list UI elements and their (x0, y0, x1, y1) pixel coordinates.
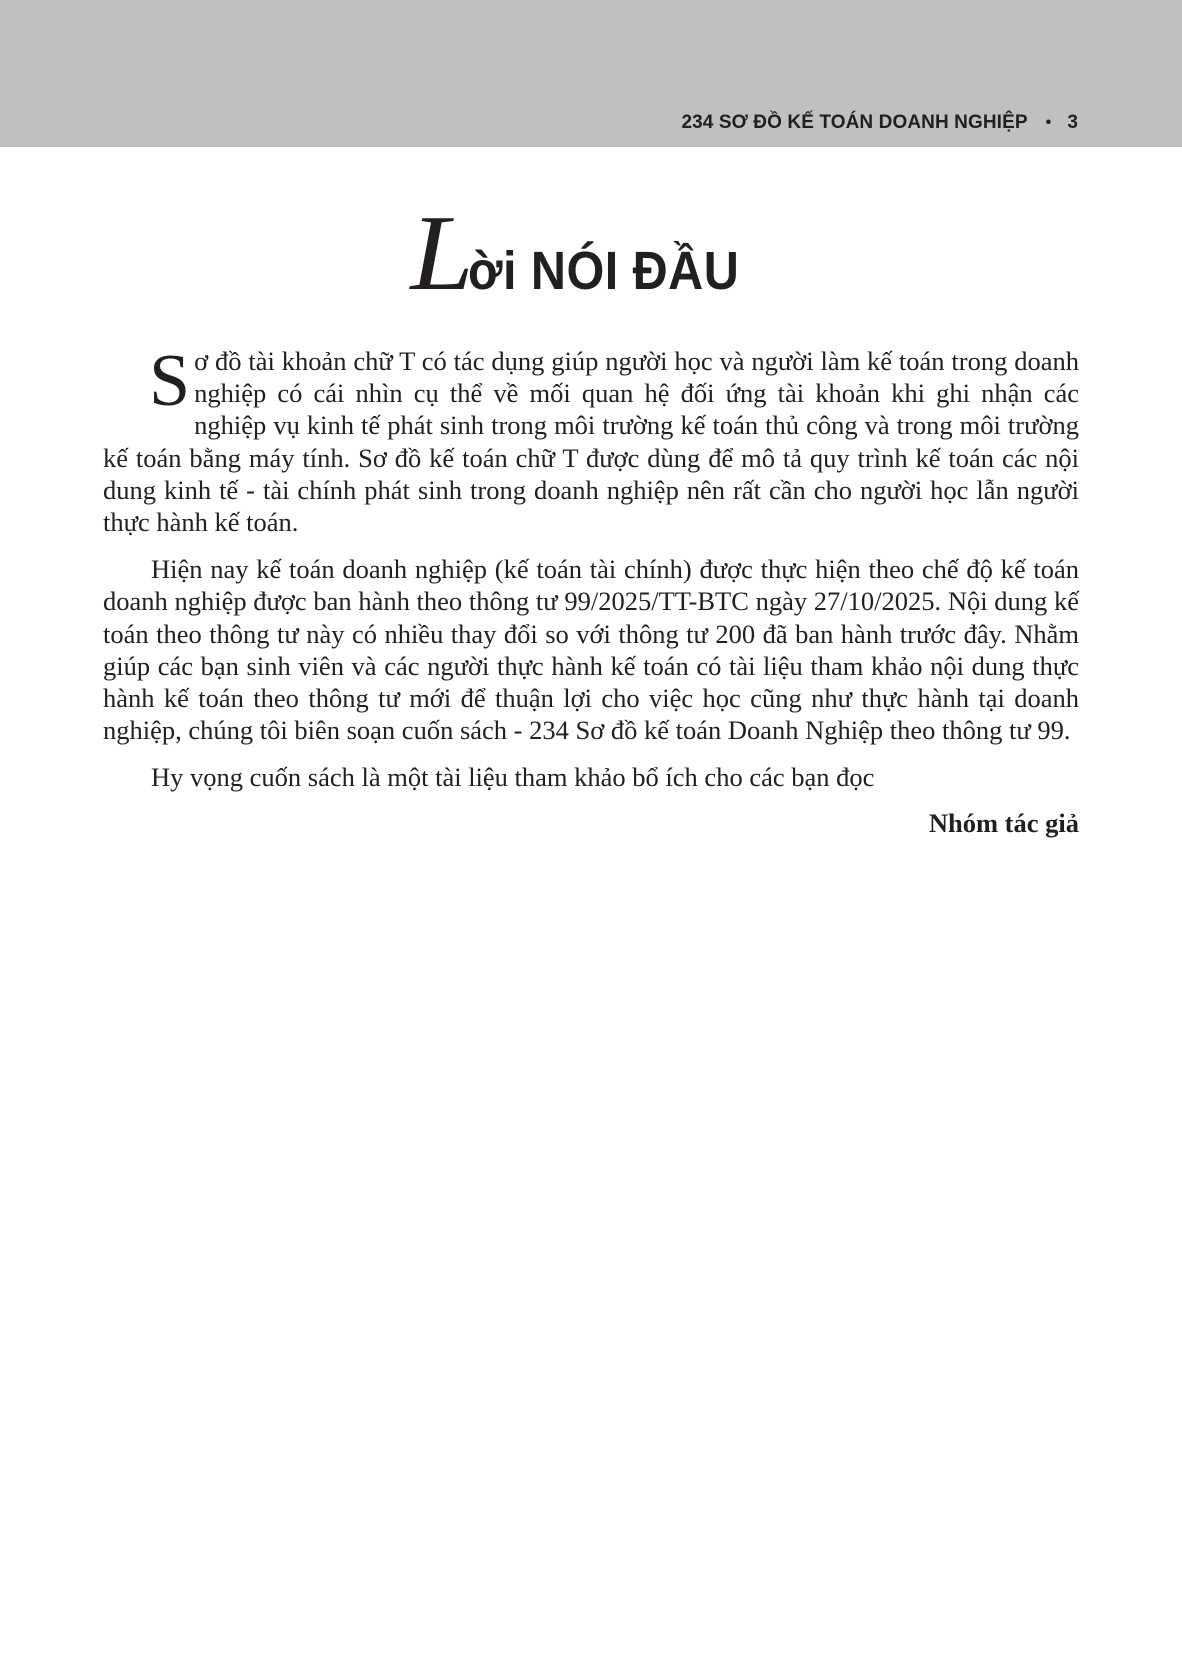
title-script-initial: L (410, 194, 474, 313)
title-rest: ời NÓI ĐẦU (468, 241, 740, 301)
paragraph-3: Hy vọng cuốn sách là một tài liệu tham khảo bổ ích cho các bạn đọc (151, 762, 875, 793)
drop-cap: S (149, 340, 191, 422)
signature: Nhóm tác giả (928, 807, 1079, 838)
page-title (0, 194, 1182, 313)
preface-body (103, 340, 1079, 854)
paragraph-2: Hiện nay kế toán doanh nghiệp (kế toán tài chính) được thực hiện theo chế độ kế toán doanh nghiệp được ban hành theo thông tư 99/2025/TT-BTC ngày 27/10/2025. Nội dung kế toán theo thông tư này có nhiều thay đổi so với thông tư 200 đã ban hành trước đây. Nhằm giúp các bạn sinh viên và các người thực hành kế toán có tài liệu tham khảo nội dung thực hành kế toán theo thông tư mới để thuận lợi cho việc học cũng như thực hành tại doanh nghiệp, chúng tôi biên soạn cuốn sách - 234 Sơ đồ kế toán Doanh Nghiệp theo thông tư 99. (103, 554, 1079, 746)
paragraph-1-text: ơ đồ tài khoản chữ T có tác dụng giúp người học và người làm kế toán trong doanh nghiệp có cái nhìn cụ thể về mối quan hệ đối ứng tài khoản khi ghi nhận các nghiệp vụ kinh tế phát sinh trong môi trường kế toán thủ công và trong môi trường kế toán bằng máy tính. Sơ đồ kế toán chữ T được dùng để mô tả quy trình kế toán các nội dung kinh tế - tài chính phát sinh trong doanh nghiệp nên rất cần cho người học lẫn người thực hành kế toán. (103, 346, 1079, 538)
running-head (681, 112, 1078, 134)
page-number: 3 (1067, 112, 1078, 133)
paragraph-1 (103, 340, 1079, 538)
bullet-separator: • (1045, 114, 1052, 131)
running-title: 234 SƠ ĐỒ KẾ TOÁN DOANH NGHIỆP (681, 112, 1028, 133)
